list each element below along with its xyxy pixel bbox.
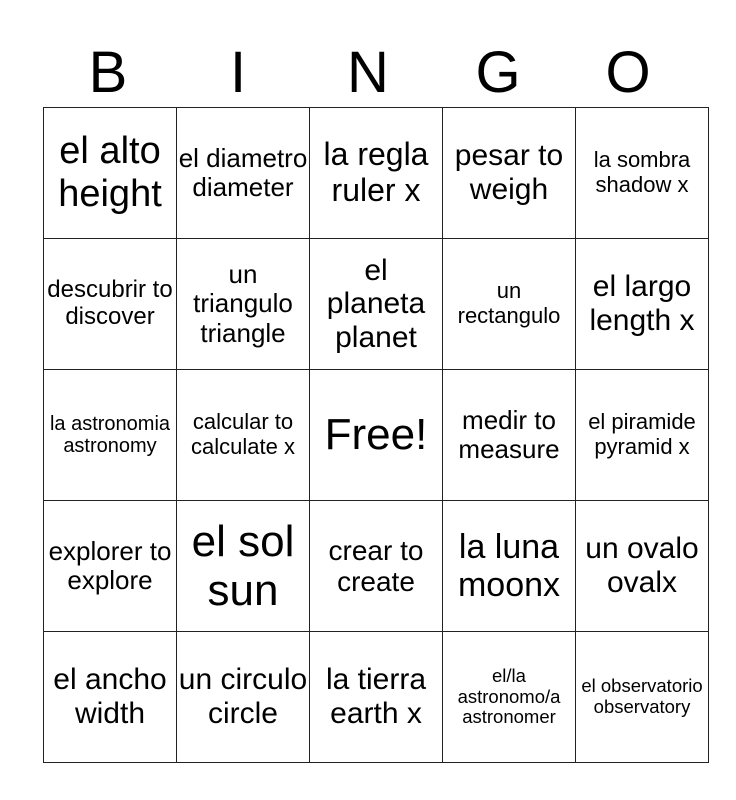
- bingo-cell[interactable]: el sol sun: [177, 501, 310, 632]
- bingo-cell[interactable]: la astronomia astronomy: [44, 370, 177, 501]
- bingo-cell[interactable]: la sombra shadow x: [576, 108, 709, 239]
- bingo-cell[interactable]: medir to measure: [443, 370, 576, 501]
- bingo-cell[interactable]: la luna moonx: [443, 501, 576, 632]
- board-row: [44, 632, 709, 763]
- bingo-cell[interactable]: descubrir to discover: [44, 239, 177, 370]
- bingo-board: [43, 107, 709, 763]
- bingo-cell[interactable]: un circulo circle: [177, 632, 310, 763]
- board-row: [44, 239, 709, 370]
- bingo-cell[interactable]: un ovalo ovalx: [576, 501, 709, 632]
- bingo-cell[interactable]: el ancho width: [44, 632, 177, 763]
- bingo-cell[interactable]: el observatorio observatory: [576, 632, 709, 763]
- bingo-cell[interactable]: la regla ruler x: [310, 108, 443, 239]
- header-letter-b: B: [88, 40, 128, 105]
- bingo-cell[interactable]: el diametro diameter: [177, 108, 310, 239]
- board-row: [44, 370, 709, 501]
- bingo-header: [43, 40, 693, 106]
- bingo-cell[interactable]: el/la astronomo/a astronomer: [443, 632, 576, 763]
- free-cell[interactable]: Free!: [310, 370, 443, 501]
- header-letter-o: O: [605, 40, 651, 105]
- bingo-cell[interactable]: el largo length x: [576, 239, 709, 370]
- bingo-cell[interactable]: pesar to weigh: [443, 108, 576, 239]
- bingo-cell[interactable]: un rectangulo: [443, 239, 576, 370]
- header-letter-i: I: [229, 40, 247, 105]
- bingo-cell[interactable]: el alto height: [44, 108, 177, 239]
- bingo-cell[interactable]: un triangulo triangle: [177, 239, 310, 370]
- header-letter-g: G: [475, 40, 521, 105]
- bingo-cell[interactable]: la tierra earth x: [310, 632, 443, 763]
- bingo-cell[interactable]: el piramide pyramid x: [576, 370, 709, 501]
- bingo-cell[interactable]: crear to create: [310, 501, 443, 632]
- bingo-cell[interactable]: calcular to calculate x: [177, 370, 310, 501]
- board-row: [44, 501, 709, 632]
- board-row: [44, 108, 709, 239]
- bingo-cell[interactable]: explorer to explore: [44, 501, 177, 632]
- header-letter-n: N: [347, 40, 389, 105]
- bingo-cell[interactable]: el planeta planet: [310, 239, 443, 370]
